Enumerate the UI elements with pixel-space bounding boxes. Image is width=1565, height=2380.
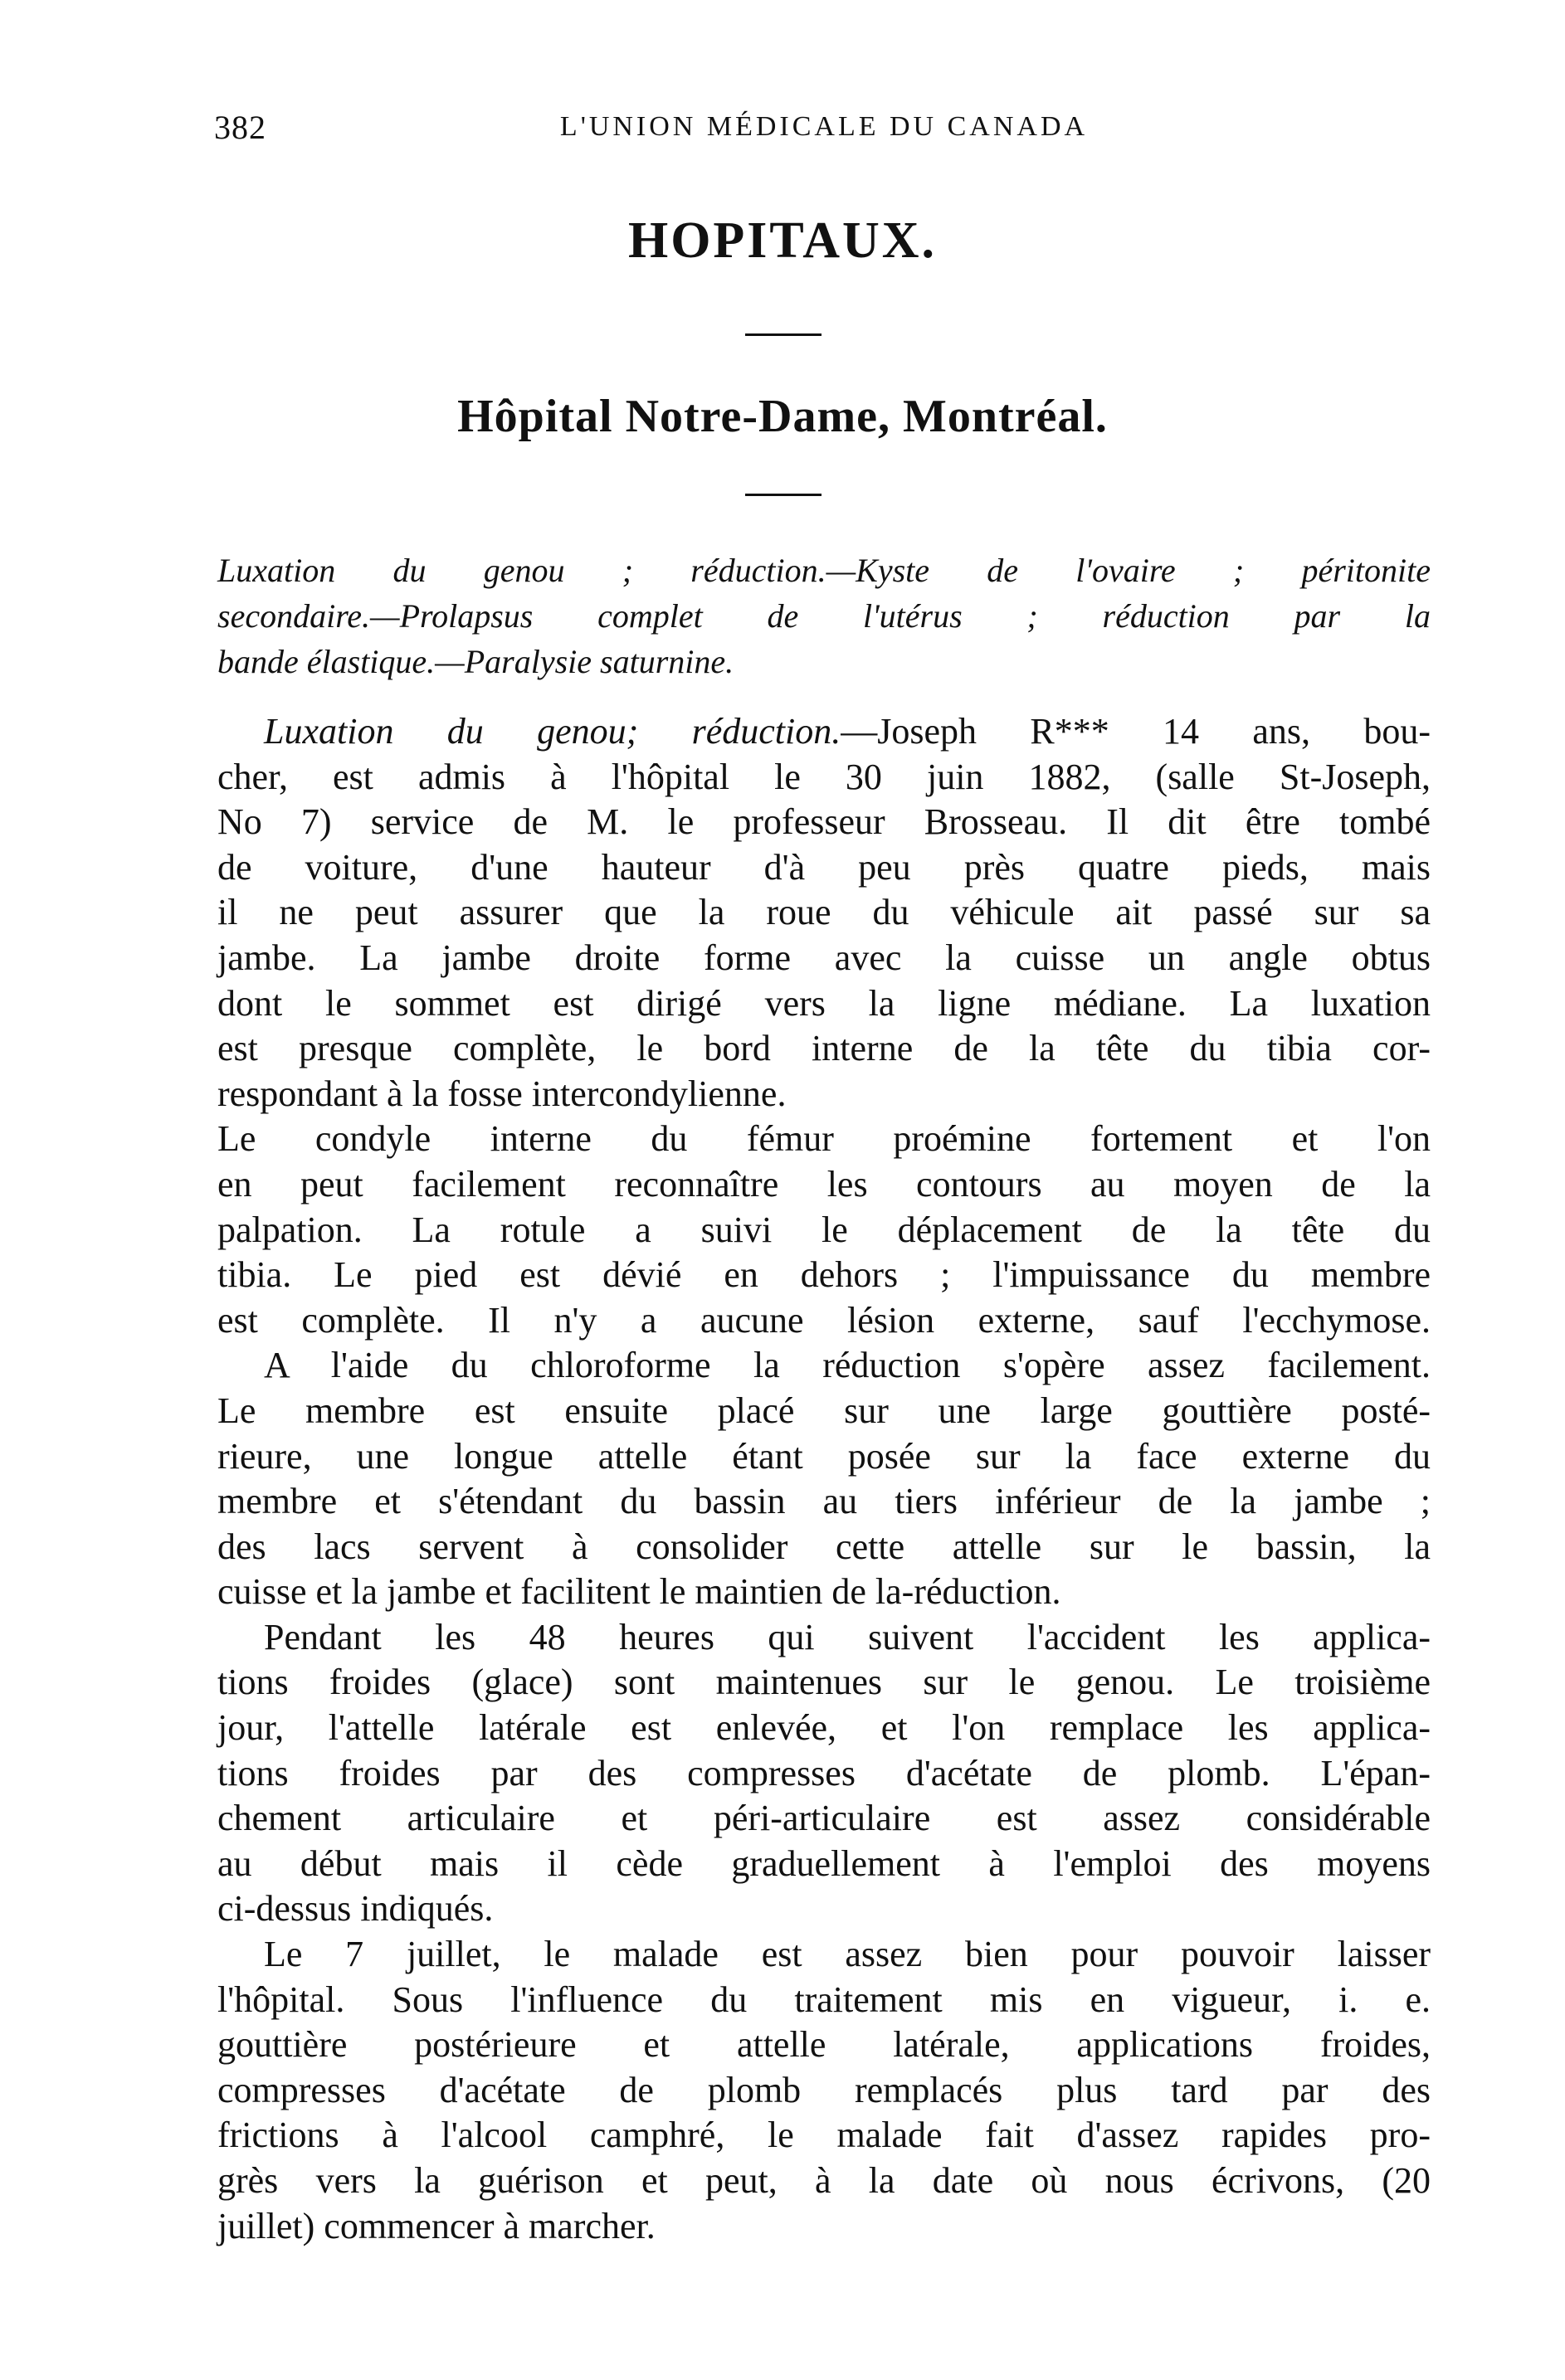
body-line: Le membre est ensuite placé sur une large gouttière posté- bbox=[217, 1390, 1431, 1431]
summary-line: bande élastique.—Paralysie saturnine. bbox=[217, 643, 734, 680]
body-line: cuisse et la jambe et facilitent le maintien de la-réduction. bbox=[217, 1571, 1061, 1613]
body-line bbox=[217, 709, 1431, 755]
running-header bbox=[214, 108, 1434, 158]
body-line: juillet) commencer à marcher. bbox=[217, 2205, 656, 2246]
body-line: cher, est admis à l'hôpital le 30 juin 1882, (salle St-Joseph, bbox=[217, 756, 1431, 797]
body-line: tions froides par des compresses d'acétate de plomb. L'épan- bbox=[217, 1752, 1431, 1794]
body-line: il ne peut assurer que la roue du véhicule ait passé sur sa bbox=[217, 892, 1431, 933]
body-line: au début mais il cède graduellement à l'emploi des moyens bbox=[217, 1842, 1431, 1884]
divider-rule bbox=[745, 333, 822, 336]
body-line: en peut facilement reconnaître les contours au moyen de la bbox=[217, 1163, 1431, 1205]
body-line: jour, l'attelle latérale est enlevée, et l'on remplace les applica- bbox=[217, 1707, 1431, 1749]
case-title: Luxation du genou; réduction. bbox=[264, 711, 841, 752]
body-line: Le condyle interne du fémur proémine fortement et l'on bbox=[217, 1118, 1431, 1160]
body-line: respondant à la fosse intercondylienne. bbox=[217, 1073, 787, 1114]
summary-line: Luxation du genou ; réduction.—Kyste de l'ovaire ; péritonite bbox=[217, 552, 1431, 589]
body-line: compresses d'acétate de plomb remplacés plus tard par des bbox=[217, 2069, 1431, 2110]
divider-rule bbox=[745, 494, 822, 496]
body-line: dont le sommet est dirigé vers la ligne médiane. La luxation bbox=[217, 982, 1431, 1024]
body-line: grès vers la guérison et peut, à la date où nous écrivons, (20 bbox=[217, 2160, 1431, 2201]
body-line: jambe. La jambe droite forme avec la cuisse un angle obtus bbox=[217, 937, 1431, 978]
summary-line: secondaire.—Prolapsus complet de l'utérus ; réduction par la bbox=[217, 597, 1431, 635]
body-line: gouttière postérieure et attelle latérale, applications froides, bbox=[217, 2024, 1431, 2066]
body-line: frictions à l'alcool camphré, le malade fait d'assez rapides pro- bbox=[217, 2115, 1431, 2156]
body-line: rieure, une longue attelle étant posée sur la face externe du bbox=[217, 1435, 1431, 1477]
article-summary bbox=[217, 548, 1431, 684]
body-line: membre et s'étendant du bassin au tiers inférieur de la jambe ; bbox=[217, 1481, 1431, 1522]
body-line: No 7) service de M. le professeur Brosseau. Il dit être tombé bbox=[217, 801, 1431, 843]
body-line: est presque complète, le bord interne de la tête du tibia cor- bbox=[217, 1028, 1431, 1069]
body-line: ci-dessus indiqués. bbox=[217, 1888, 494, 1930]
section-title: HOPITAUX. bbox=[627, 212, 938, 269]
body-line: est complète. Il n'y a aucune lésion externe, sauf l'ecchymose. bbox=[217, 1299, 1431, 1341]
body-line: tions froides (glace) sont maintenues sur le genou. Le troisième bbox=[217, 1662, 1431, 1703]
hospital-heading: Hôpital Notre-Dame, Montréal. bbox=[457, 391, 1108, 442]
body-line: Pendant les 48 heures qui suivent l'accident les applica- bbox=[264, 1616, 1431, 1657]
body-line: A l'aide du chloroforme la réduction s'opère assez facilement. bbox=[264, 1345, 1431, 1386]
body-line: tibia. Le pied est dévié en dehors ; l'impuissance du membre bbox=[217, 1254, 1431, 1296]
body-line: palpation. La rotule a suivi le déplacement de la tête du bbox=[217, 1209, 1431, 1250]
page-number: 382 bbox=[214, 109, 266, 146]
journal-title: L'UNION MÉDICALE DU CANADA bbox=[559, 111, 1089, 142]
body-line: l'hôpital. Sous l'influence du traitement mis en vigueur, i. e. bbox=[217, 1978, 1431, 2020]
article-body bbox=[217, 709, 1431, 2249]
body-line: chement articulaire et péri-articulaire est assez considérable bbox=[217, 1798, 1431, 1839]
body-line: Le 7 juillet, le malade est assez bien pour pouvoir laisser bbox=[264, 1934, 1431, 1975]
body-line-text: —Joseph R*** 14 ans, bou- bbox=[841, 711, 1431, 752]
body-line: de voiture, d'une hauteur d'à peu près quatre pieds, mais bbox=[217, 846, 1431, 888]
body-line: des lacs servent à consolider cette attelle sur le bassin, la bbox=[217, 1526, 1431, 1567]
